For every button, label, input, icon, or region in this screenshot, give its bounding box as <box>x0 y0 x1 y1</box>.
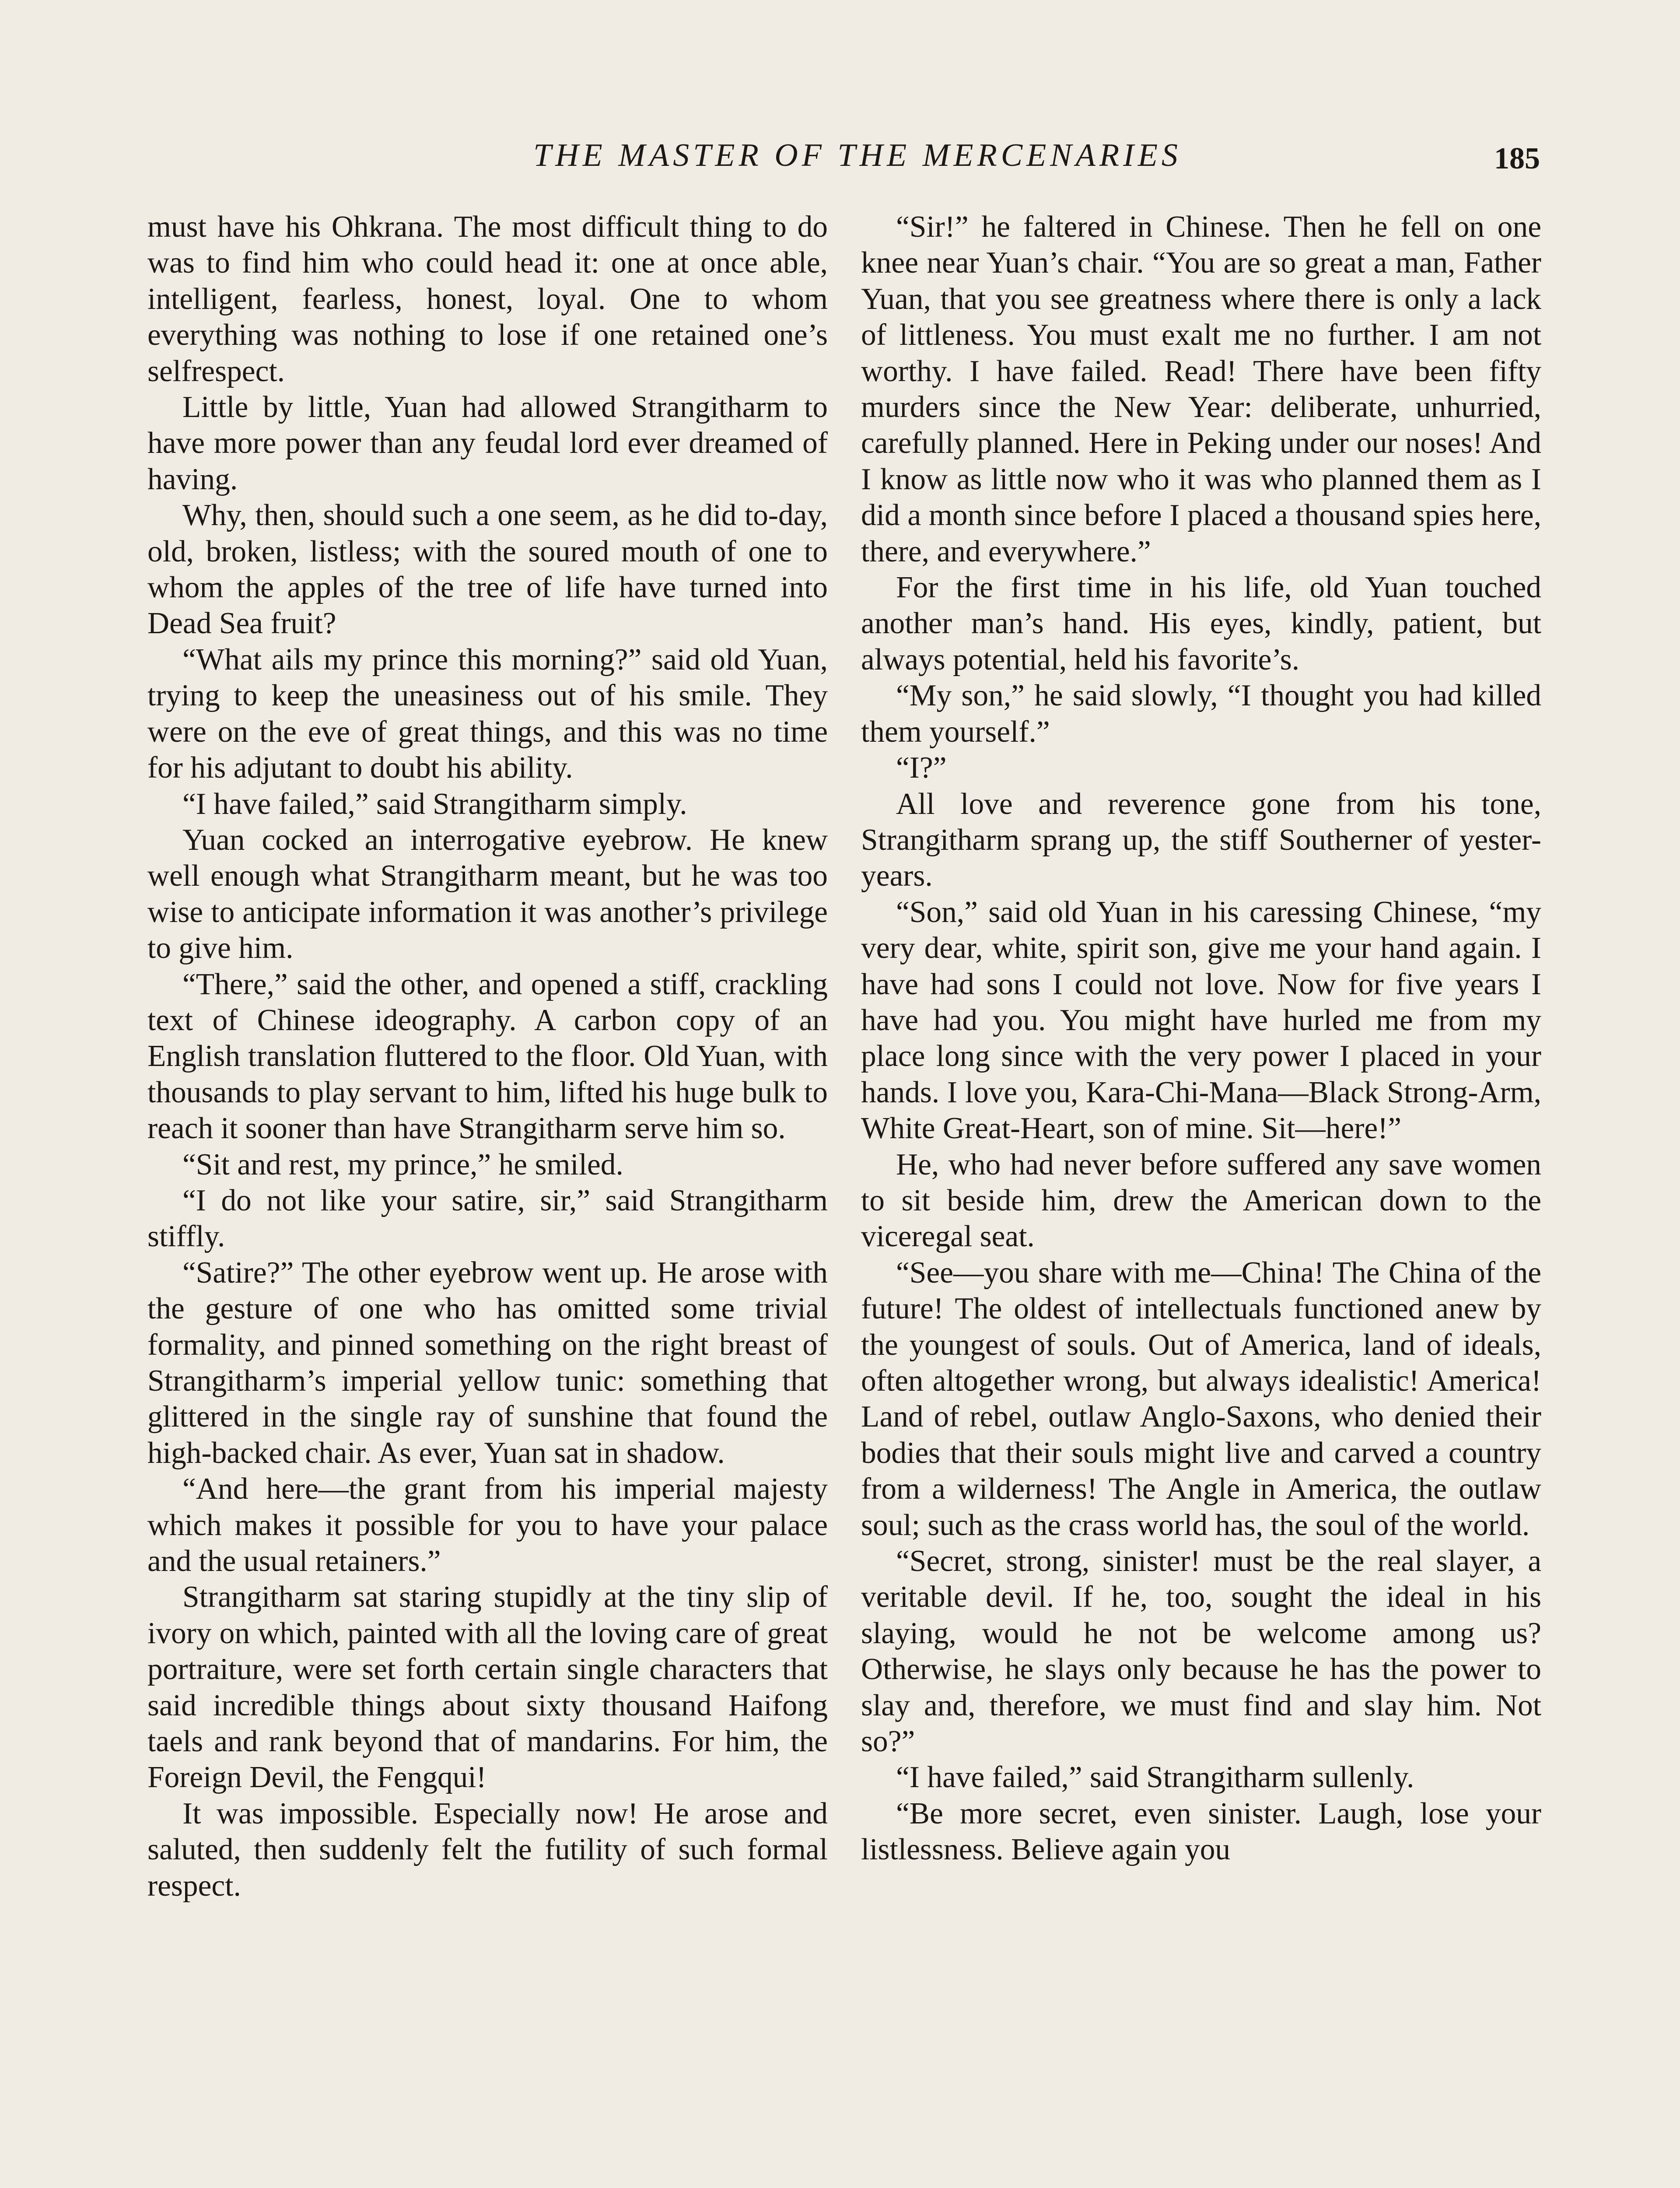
paragraph: “Satire?” The other eyebrow went up. He arose with the gesture of one who has omitted some trivial formality, and pinned something on the right breast of Strangitharm’s imperial yellow tunic: something that glittered in the single ray of sunshine that found the high-backed chair. As ever, Yuan sat in shadow. <box>147 1255 828 1470</box>
paragraph: “I do not like your satire, sir,” said Strangitharm stiffly. <box>147 1183 828 1254</box>
running-header-title: THE MASTER OF THE MERCENARIES <box>533 137 1182 173</box>
paragraph: “See—you share with me—China! The China of the future! The oldest of intellectuals functioned anew by the youngest of souls. Out of America, land of ideals, often altogether wrong, but always idealistic! America! Land of rebel, outlaw Anglo-Saxons, who denied their bodies that their souls might live and carved a country from a wilderness! The Angle in America, the outlaw soul; such as the crass world has, the soul of the world. <box>861 1255 1541 1542</box>
paragraph: For the first time in his life, old Yuan touched another man’s hand. His eyes, kindly, patient, but always potential, held his favorite’s. <box>861 571 1541 677</box>
paragraph: “I have failed,” said Strangitharm simply. <box>182 787 687 821</box>
paragraph: must have his Ohkrana. The most difficult thing to do was to find him who could head it: one at once able, intelligent, fearless, honest, loyal. One to whom everything was nothing to lose if one retained one’s selfrespect. <box>147 210 828 388</box>
paragraph: “Sit and rest, my prince,” he smiled. <box>182 1147 623 1182</box>
paragraph: He, who had never before suffered any save women to sit beside him, drew the American down to the viceregal seat. <box>861 1147 1541 1254</box>
paragraph: Strangitharm sat staring stupidly at the tiny slip of ivory on which, painted with all the loving care of great portraiture, were set forth certain single characters that said incredible things about sixty thousand Haifong taels and rank beyond that of mandarins. For him, the Foreign Devil, the Fengqui! <box>147 1580 828 1795</box>
paragraph: “My son,” he said slowly, “I thought you had killed them yourself.” <box>861 679 1541 749</box>
paragraph: “And here—the grant from his imperial majesty which makes it possible for you to have your palace and the usual retainers.” <box>147 1472 828 1578</box>
left-column <box>147 209 828 1904</box>
page-number: 185 <box>1494 142 1540 175</box>
right-column <box>861 209 1541 1868</box>
paragraph: “There,” said the other, and opened a stiff, crackling text of Chinese ideography. A carbon copy of an English translation fluttered to the floor. Old Yuan, with thousands to play servant to him, lifted his huge bulk to reach it sooner than have Strangitharm serve him so. <box>147 967 828 1146</box>
paragraph: Why, then, should such a one seem, as he did to-day, old, broken, listless; with the soured mouth of one to whom the apples of the tree of life have turned into Dead Sea fruit? <box>147 498 828 641</box>
paragraph: “Son,” said old Yuan in his caressing Chinese, “my very dear, white, spirit son, give me your hand again. I have had sons I could not love. Now for five years I have had you. You might have hurled me from my place long since with the very power I placed in your hands. I love you, Kara-Chi-Mana—Black Strong-Arm, White Great-Heart, son of mine. Sit—here!” <box>861 895 1541 1146</box>
paragraph: “I have failed,” said Strangitharm sullenly. <box>896 1760 1414 1795</box>
paragraph: All love and reverence gone from his tone, Strangitharm sprang up, the stiff Southerner of yester-years. <box>861 787 1541 893</box>
paragraph: “Secret, strong, sinister! must be the real slayer, a veritable devil. If he, too, sought the ideal in his slaying, would he not be welcome among us? Otherwise, he slays only because he has the power to slay and, therefore, we must find and slay him. Not so?” <box>861 1544 1541 1759</box>
paragraph: “What ails my prince this morning?” said old Yuan, trying to keep the uneasiness out of his smile. They were on the eve of great things, and this was no time for his adjutant to doubt his ability. <box>147 642 828 785</box>
paragraph: It was impossible. Especially now! He arose and saluted, then suddenly felt the futility of such formal respect. <box>147 1796 828 1903</box>
paragraph: Yuan cocked an interrogative eyebrow. He knew well enough what Strangitharm meant, but he was too wise to anticipate information it was another’s privilege to give him. <box>147 823 828 965</box>
paragraph: Little by little, Yuan had allowed Strangitharm to have more power than any feudal lord ever dreamed of having. <box>147 390 828 496</box>
paragraph: “I?” <box>896 751 947 785</box>
paragraph: “Sir!” he faltered in Chinese. Then he fell on one knee near Yuan’s chair. “You are so great a man, Father Yuan, that you see greatness where there is only a lack of littleness. You must exalt me no further. I am not worthy. I have failed. Read! There have been fifty murders since the New Year: deliberate, unhurried, carefully planned. Here in Peking under our noses! And I know as little now who it was who planned them as I did a month since before I placed a thousand spies here, there, and everywhere.” <box>861 210 1541 568</box>
paragraph: “Be more secret, even sinister. Laugh, lose your listlessness. Believe again you <box>861 1796 1541 1867</box>
